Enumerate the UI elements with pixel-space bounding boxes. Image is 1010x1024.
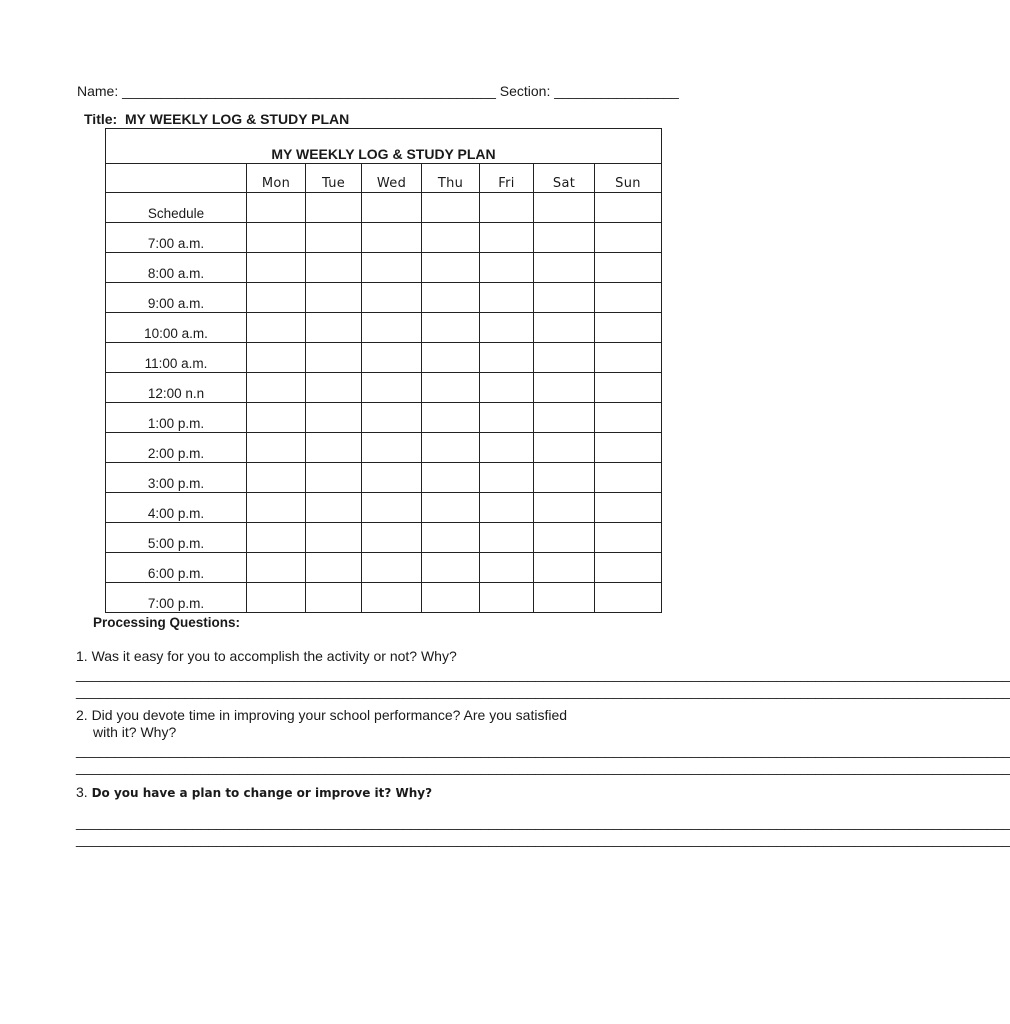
log-cell-wed[interactable] <box>362 523 422 553</box>
log-cell-fri[interactable] <box>480 493 534 523</box>
time-label: 4:00 p.m. <box>106 493 247 523</box>
answer-line-1b[interactable]: ________________________________________________________________________________________________________________________ <box>76 683 1010 699</box>
log-cell-fri[interactable] <box>480 433 534 463</box>
log-cell-sat[interactable] <box>534 583 595 613</box>
log-cell-sun[interactable] <box>595 553 662 583</box>
day-header-tue: Tue <box>306 164 362 193</box>
log-cell-sat[interactable] <box>534 373 595 403</box>
log-cell-sun[interactable] <box>595 283 662 313</box>
log-cell-mon[interactable] <box>247 463 306 493</box>
log-cell-thu[interactable] <box>422 253 480 283</box>
log-cell-sat[interactable] <box>534 403 595 433</box>
log-cell-sun[interactable] <box>595 463 662 493</box>
log-cell-wed[interactable] <box>362 403 422 433</box>
log-cell-wed[interactable] <box>362 343 422 373</box>
log-cell-wed[interactable] <box>362 223 422 253</box>
question-3-number: 3. <box>76 784 88 800</box>
answer-line-2a[interactable]: ________________________________________________________________________________________________________________________ <box>76 742 1010 758</box>
log-cell-tue[interactable] <box>306 433 362 463</box>
log-cell-sun[interactable] <box>595 433 662 463</box>
log-cell-tue[interactable] <box>306 493 362 523</box>
log-cell-thu[interactable] <box>422 523 480 553</box>
question-2-continued: with it? Why? <box>93 724 177 740</box>
log-cell-sun[interactable] <box>595 493 662 523</box>
log-cell-fri[interactable] <box>480 223 534 253</box>
log-cell-mon[interactable] <box>247 283 306 313</box>
section-field[interactable]: ________________ <box>554 83 679 99</box>
log-cell-sun[interactable] <box>595 403 662 433</box>
table-row <box>106 583 662 613</box>
processing-heading: Processing Questions: <box>93 615 241 630</box>
question-3 <box>76 784 432 800</box>
time-label: 6:00 p.m. <box>106 553 247 583</box>
answer-line-3a[interactable]: ________________________________________________________________________________________________________________________ <box>76 814 1010 830</box>
time-label: 3:00 p.m. <box>106 463 247 493</box>
log-cell-tue[interactable] <box>306 373 362 403</box>
log-cell-sat[interactable] <box>534 463 595 493</box>
section-label: Section: <box>499 83 551 99</box>
log-cell-sun[interactable] <box>595 583 662 613</box>
log-cell-mon[interactable] <box>247 433 306 463</box>
log-cell-tue[interactable] <box>306 253 362 283</box>
schedule-cell-thu[interactable] <box>422 193 480 223</box>
log-cell-thu[interactable] <box>422 493 480 523</box>
corner-cell <box>106 164 247 193</box>
log-cell-mon[interactable] <box>247 313 306 343</box>
log-cell-fri[interactable] <box>480 343 534 373</box>
day-header-thu: Thu <box>422 164 480 193</box>
time-label: 9:00 a.m. <box>106 283 247 313</box>
table-row <box>106 463 662 493</box>
log-cell-wed[interactable] <box>362 583 422 613</box>
log-cell-fri[interactable] <box>480 463 534 493</box>
log-cell-mon[interactable] <box>247 553 306 583</box>
log-cell-fri[interactable] <box>480 403 534 433</box>
title-row <box>84 111 349 127</box>
day-header-sun: Sun <box>595 164 662 193</box>
log-cell-thu[interactable] <box>422 313 480 343</box>
schedule-cell-sat[interactable] <box>534 193 595 223</box>
log-cell-wed[interactable] <box>362 493 422 523</box>
day-header-fri: Fri <box>480 164 534 193</box>
table-row <box>106 433 662 463</box>
day-header-mon: Mon <box>247 164 306 193</box>
table-row <box>106 343 662 373</box>
log-cell-tue[interactable] <box>306 283 362 313</box>
log-cell-wed[interactable] <box>362 283 422 313</box>
log-cell-tue[interactable] <box>306 343 362 373</box>
question-3-text: Do you have a plan to change or improve it? Why? <box>91 786 433 800</box>
time-label: 2:00 p.m. <box>106 433 247 463</box>
table-row <box>106 313 662 343</box>
log-cell-sun[interactable] <box>595 223 662 253</box>
answer-line-1a[interactable]: ________________________________________________________________________________________________________________________ <box>76 666 1010 682</box>
log-cell-sun[interactable] <box>595 523 662 553</box>
log-cell-sun[interactable] <box>595 343 662 373</box>
log-cell-mon[interactable] <box>247 343 306 373</box>
log-cell-wed[interactable] <box>362 373 422 403</box>
log-cell-wed[interactable] <box>362 463 422 493</box>
schedule-cell-sun[interactable] <box>595 193 662 223</box>
log-cell-wed[interactable] <box>362 253 422 283</box>
log-cell-thu[interactable] <box>422 373 480 403</box>
log-cell-sat[interactable] <box>534 283 595 313</box>
log-cell-fri[interactable] <box>480 313 534 343</box>
time-label: 11:00 a.m. <box>106 343 247 373</box>
table-row <box>106 253 662 283</box>
time-label: 7:00 a.m. <box>106 223 247 253</box>
time-label: 12:00 n.n <box>106 373 247 403</box>
log-cell-mon[interactable] <box>247 493 306 523</box>
log-cell-fri[interactable] <box>480 553 534 583</box>
table-row <box>106 283 662 313</box>
log-cell-fri[interactable] <box>480 523 534 553</box>
log-cell-tue[interactable] <box>306 523 362 553</box>
schedule-label: Schedule <box>106 193 247 223</box>
log-cell-tue[interactable] <box>306 403 362 433</box>
log-cell-sat[interactable] <box>534 553 595 583</box>
log-cell-fri[interactable] <box>480 583 534 613</box>
log-cell-sun[interactable] <box>595 253 662 283</box>
time-label: 7:00 p.m. <box>106 583 247 613</box>
time-label: 5:00 p.m. <box>106 523 247 553</box>
time-label: 8:00 a.m. <box>106 253 247 283</box>
log-cell-tue[interactable] <box>306 553 362 583</box>
log-cell-thu[interactable] <box>422 463 480 493</box>
schedule-cell-fri[interactable] <box>480 193 534 223</box>
table-row <box>106 223 662 253</box>
log-cell-sat[interactable] <box>534 223 595 253</box>
log-cell-tue[interactable] <box>306 463 362 493</box>
title-label: Title: <box>84 111 118 127</box>
name-label: Name: <box>77 83 119 99</box>
log-cell-wed[interactable] <box>362 313 422 343</box>
log-cell-wed[interactable] <box>362 433 422 463</box>
log-cell-tue[interactable] <box>306 223 362 253</box>
log-cell-thu[interactable] <box>422 583 480 613</box>
log-cell-fri[interactable] <box>480 253 534 283</box>
log-cell-wed[interactable] <box>362 553 422 583</box>
log-cell-mon[interactable] <box>247 223 306 253</box>
log-cell-fri[interactable] <box>480 373 534 403</box>
log-cell-sat[interactable] <box>534 253 595 283</box>
schedule-cell-mon[interactable] <box>247 193 306 223</box>
log-cell-thu[interactable] <box>422 343 480 373</box>
question-1: 1. Was it easy for you to accomplish the activity or not? Why? <box>76 648 457 664</box>
log-cell-mon[interactable] <box>247 523 306 553</box>
log-cell-sat[interactable] <box>534 493 595 523</box>
table-row <box>106 403 662 433</box>
log-cell-fri[interactable] <box>480 283 534 313</box>
table-row <box>106 373 662 403</box>
answer-line-3b[interactable]: ________________________________________________________________________________________________________________________ <box>76 831 1010 847</box>
time-label: 10:00 a.m. <box>106 313 247 343</box>
log-cell-thu[interactable] <box>422 403 480 433</box>
log-cell-mon[interactable] <box>247 253 306 283</box>
day-header-sat: Sat <box>534 164 595 193</box>
table-row <box>106 493 662 523</box>
log-cell-thu[interactable] <box>422 433 480 463</box>
log-cell-mon[interactable] <box>247 373 306 403</box>
log-cell-sat[interactable] <box>534 523 595 553</box>
log-cell-thu[interactable] <box>422 223 480 253</box>
table-row <box>106 553 662 583</box>
answer-line-2b[interactable]: ________________________________________________________________________________________________________________________ <box>76 759 1010 775</box>
log-cell-mon[interactable] <box>247 583 306 613</box>
log-cell-sat[interactable] <box>534 433 595 463</box>
name-field[interactable]: ________________________________________________ <box>122 83 496 99</box>
schedule-cell-wed[interactable] <box>362 193 422 223</box>
log-cell-sat[interactable] <box>534 313 595 343</box>
day-header-wed: Wed <box>362 164 422 193</box>
log-cell-tue[interactable] <box>306 583 362 613</box>
log-cell-sun[interactable] <box>595 373 662 403</box>
table-row <box>106 523 662 553</box>
log-cell-mon[interactable] <box>247 403 306 433</box>
question-2: 2. Did you devote time in improving your school performance? Are you satisfied <box>76 707 568 723</box>
title-value: MY WEEKLY LOG & STUDY PLAN <box>124 111 350 127</box>
table-title: MY WEEKLY LOG & STUDY PLAN <box>106 129 662 164</box>
log-cell-tue[interactable] <box>306 313 362 343</box>
weekly-log-table <box>105 128 662 613</box>
log-cell-sun[interactable] <box>595 313 662 343</box>
log-cell-thu[interactable] <box>422 283 480 313</box>
schedule-cell-tue[interactable] <box>306 193 362 223</box>
time-label: 1:00 p.m. <box>106 403 247 433</box>
log-cell-sat[interactable] <box>534 343 595 373</box>
name-row <box>77 83 679 99</box>
log-cell-thu[interactable] <box>422 553 480 583</box>
